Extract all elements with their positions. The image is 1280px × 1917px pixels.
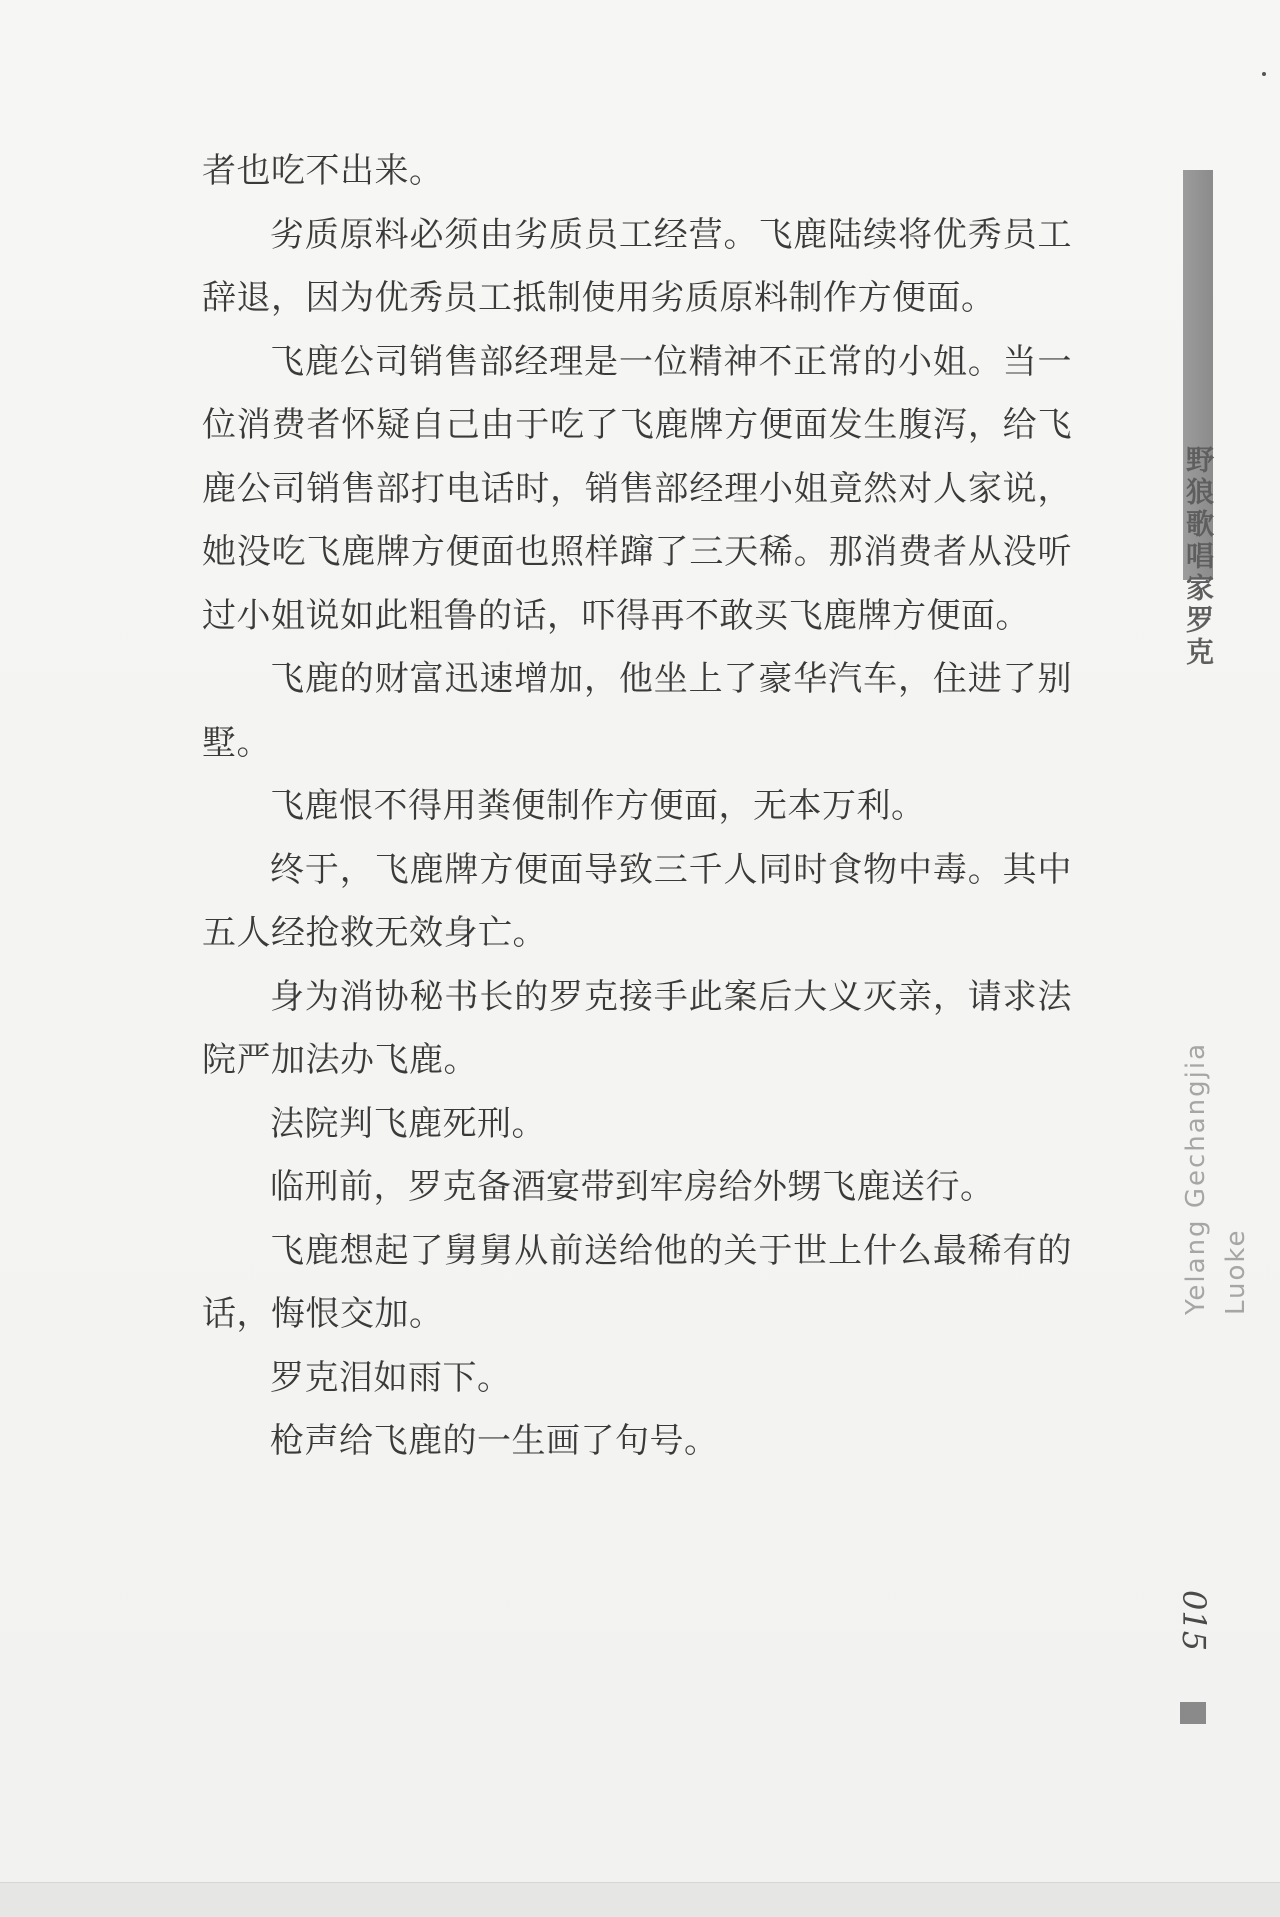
paragraph: 飞鹿公司销售部经理是一位精神不正常的小姐。当一位消费者怀疑自己由于吃了飞鹿牌方便面发生腹泻，给飞鹿公司销售部打电话时，销售部经理小姐竟然对人家说，她没吃飞鹿牌方便面也照样蹿了三天稀。那消费者从没听过小姐说如此粗鲁的话，吓得再不敢买飞鹿牌方便面。 <box>202 341 1072 636</box>
paragraph: 终于，飞鹿牌方便面导致三千人同时食物中毒。其中五人经抢救无效身亡。 <box>202 849 1072 953</box>
scan-bottom-edge <box>0 1882 1280 1917</box>
paragraph: 飞鹿想起了舅舅从前送给他的关于世上什么最稀有的话，悔恨交加。 <box>202 1230 1072 1334</box>
paragraph: 劣质原料必须由劣质员工经营。飞鹿陆续将优秀员工辞退，因为优秀员工抵制使用劣质原料制作方便面。 <box>202 214 1072 318</box>
page-marker-square <box>1180 1702 1206 1724</box>
scan-speck <box>1262 72 1266 76</box>
side-running-title: 野狼歌唱家罗克 <box>1182 445 1215 669</box>
body-text <box>202 140 1072 1474</box>
paragraph: 身为消协秘书长的罗克接手此案后大义灭亲，请求法院严加法办飞鹿。 <box>202 976 1072 1080</box>
paragraph: 临刑前，罗克备酒宴带到牢房给外甥飞鹿送行。 <box>270 1167 995 1207</box>
paragraph: 飞鹿的财富迅速增加，他坐上了豪华汽车，住进了别墅。 <box>202 659 1072 763</box>
paragraph: 者也吃不出来。 <box>202 151 444 191</box>
paragraph: 法院判飞鹿死刑。 <box>270 1103 546 1144</box>
paragraph: 枪声给飞鹿的一生画了句号。 <box>270 1421 719 1461</box>
page-number: 015 <box>1175 1590 1213 1652</box>
paragraph: 罗克泪如雨下。 <box>270 1357 512 1398</box>
paragraph: 飞鹿恨不得用粪便制作方便面，无本万利。 <box>270 786 926 826</box>
side-romanized-title: Yelang Gechangjia Luoke <box>1181 1041 1251 1315</box>
